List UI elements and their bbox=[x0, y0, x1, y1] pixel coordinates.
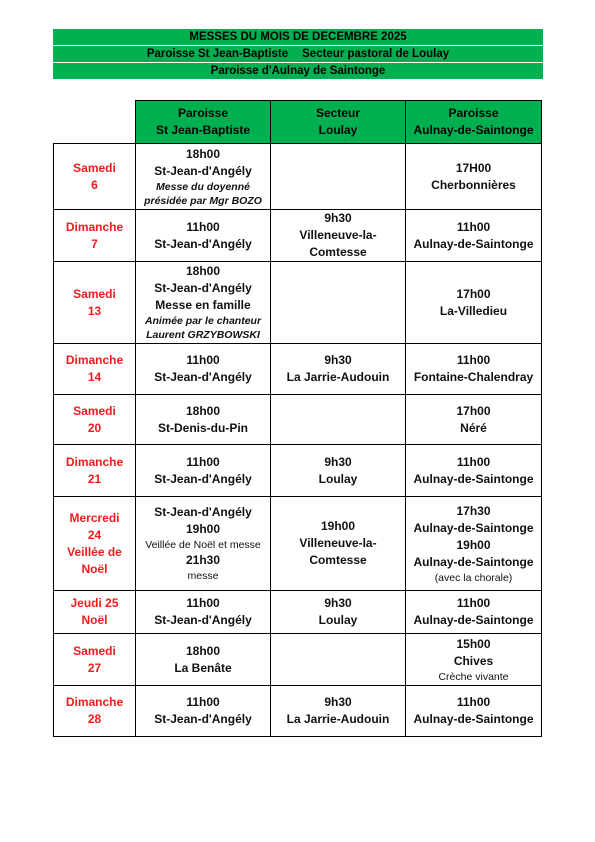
schedule-row bbox=[54, 344, 542, 395]
day-label: Samedi bbox=[73, 403, 116, 418]
mass-detail: (avec la chorale) bbox=[434, 571, 513, 584]
day-label: Veillée de bbox=[67, 544, 122, 559]
mass-detail: Crèche vivante bbox=[438, 670, 509, 683]
mass-cell-col2 bbox=[271, 497, 406, 591]
day-label: Dimanche bbox=[65, 353, 124, 367]
mass-detail: St-Jean-d'Angély bbox=[154, 281, 252, 295]
day-label: Noël bbox=[81, 561, 108, 576]
mass-detail: Laurent GRZYBOWSKI bbox=[146, 329, 260, 341]
mass-detail: 9h30 bbox=[324, 211, 352, 225]
mass-detail: 9h30 bbox=[324, 353, 352, 367]
day-cell bbox=[54, 210, 136, 262]
mass-detail: 15h00 bbox=[456, 636, 491, 651]
schedule-row bbox=[54, 144, 542, 210]
mass-detail: 21h30 bbox=[185, 553, 221, 567]
mass-detail: 17h30 bbox=[456, 503, 491, 518]
mass-detail: Aulnay-de-Saintonge bbox=[413, 613, 534, 627]
mass-detail: 18h00 bbox=[185, 264, 221, 278]
mass-detail: Animée par le chanteur bbox=[144, 315, 262, 327]
mass-detail: Aulnay-de-Saintonge bbox=[413, 554, 534, 569]
day-label: Mercredi bbox=[69, 510, 120, 525]
mass-detail: 19h00 bbox=[185, 522, 221, 536]
mass-cell-col3 bbox=[406, 634, 542, 686]
day-cell bbox=[54, 686, 136, 737]
mass-cell-col1 bbox=[136, 686, 271, 737]
mass-cell-col2 bbox=[271, 144, 406, 210]
day-label: Noël bbox=[81, 613, 108, 627]
mass-detail: 19h00 bbox=[320, 519, 356, 533]
schedule-row bbox=[54, 497, 542, 591]
sector-name: Secteur pastoral de Loulay bbox=[302, 48, 450, 60]
day-cell bbox=[54, 395, 136, 445]
day-label: 13 bbox=[87, 303, 102, 318]
mass-detail: Aulnay-de-Saintonge bbox=[413, 236, 534, 251]
mass-cell-col2 bbox=[271, 634, 406, 686]
mass-cell-col3 bbox=[406, 344, 542, 395]
day-label: Dimanche bbox=[65, 219, 124, 234]
mass-detail: Messe en famille bbox=[155, 298, 251, 312]
mass-cell-col2 bbox=[271, 262, 406, 344]
day-cell bbox=[54, 445, 136, 497]
mass-detail: Comtesse bbox=[309, 245, 367, 259]
corner-cell bbox=[54, 101, 136, 144]
mass-detail: 11h00 bbox=[186, 454, 220, 469]
mass-cell-col1 bbox=[136, 445, 271, 497]
day-label: 14 bbox=[87, 370, 102, 384]
schedule-row bbox=[54, 591, 542, 634]
mass-detail: 11h00 bbox=[456, 219, 491, 234]
mass-cell-col1 bbox=[136, 395, 271, 445]
day-cell bbox=[54, 144, 136, 210]
mass-cell-col2 bbox=[271, 344, 406, 395]
column-header: Secteur Loulay bbox=[271, 101, 406, 144]
mass-cell-col2 bbox=[271, 445, 406, 497]
day-label: 27 bbox=[87, 660, 102, 675]
subtitle-banner-2 bbox=[53, 63, 543, 79]
mass-cell-col3 bbox=[406, 497, 542, 591]
mass-cell-col3 bbox=[406, 686, 542, 737]
mass-cell-col3 bbox=[406, 144, 542, 210]
day-cell bbox=[54, 591, 136, 634]
mass-detail: Fontaine-Chalendray bbox=[413, 370, 534, 384]
mass-detail: Aulnay-de-Saintonge bbox=[413, 520, 534, 535]
schedule-row bbox=[54, 395, 542, 445]
day-label: 28 bbox=[87, 712, 102, 726]
mass-cell-col1 bbox=[136, 634, 271, 686]
mass-detail: La-Villedieu bbox=[439, 303, 508, 318]
parish-name: Paroisse St Jean-Baptiste bbox=[146, 48, 289, 60]
mass-detail: Loulay bbox=[318, 471, 358, 486]
mass-cell-col3 bbox=[406, 262, 542, 344]
parish-name-2: Paroisse d'Aulnay de Saintonge bbox=[210, 65, 386, 77]
mass-detail: St-Jean-d'Angély bbox=[154, 505, 252, 519]
schedule-row bbox=[54, 262, 542, 344]
mass-detail: Comtesse bbox=[309, 553, 367, 567]
mass-detail: messe bbox=[187, 570, 219, 582]
mass-detail: St-Jean-d'Angély bbox=[154, 370, 252, 384]
day-label: Dimanche bbox=[65, 695, 124, 709]
mass-detail: 11h00 bbox=[186, 219, 220, 234]
schedule-row bbox=[54, 210, 542, 262]
day-label: 7 bbox=[91, 236, 98, 251]
title-banner bbox=[53, 29, 543, 45]
subtitle-banner bbox=[53, 46, 543, 62]
mass-detail: 19h00 bbox=[456, 537, 491, 552]
day-label: Samedi bbox=[73, 286, 116, 301]
mass-cell-col2 bbox=[271, 686, 406, 737]
mass-cell-col3 bbox=[406, 445, 542, 497]
mass-detail: Messe du doyenné bbox=[156, 180, 250, 193]
mass-cell-col3 bbox=[406, 210, 542, 262]
column-header: Paroisse St Jean-Baptiste bbox=[136, 101, 271, 144]
mass-detail: présidée par Mgr BOZO bbox=[144, 194, 262, 207]
mass-cell-col1 bbox=[136, 344, 271, 395]
day-label: 6 bbox=[91, 177, 98, 192]
day-cell bbox=[54, 634, 136, 686]
mass-detail: St-Jean-d'Angély bbox=[154, 163, 252, 178]
mass-cell-col3 bbox=[406, 395, 542, 445]
mass-detail: 17h00 bbox=[456, 403, 491, 418]
mass-cell-col1 bbox=[136, 262, 271, 344]
mass-detail: Loulay bbox=[318, 613, 358, 627]
day-label: Dimanche bbox=[65, 454, 124, 469]
mass-detail: 9h30 bbox=[324, 454, 352, 469]
day-label: 20 bbox=[87, 420, 102, 435]
mass-detail: 11h00 bbox=[456, 695, 491, 709]
mass-cell-col1 bbox=[136, 144, 271, 210]
page-title: MESSES DU MOIS DE DECEMBRE 2025 bbox=[189, 31, 407, 43]
mass-detail: 11h00 bbox=[186, 596, 220, 610]
day-cell bbox=[54, 262, 136, 344]
mass-detail: La Benâte bbox=[174, 660, 232, 675]
mass-detail: Aulnay-de-Saintonge bbox=[413, 471, 534, 486]
mass-detail: 9h30 bbox=[324, 695, 352, 709]
day-label: Samedi bbox=[73, 643, 116, 658]
mass-detail: 17h00 bbox=[456, 286, 491, 301]
mass-cell-col1 bbox=[136, 591, 271, 634]
day-label: Samedi bbox=[73, 160, 116, 175]
mass-detail: 11h00 bbox=[456, 353, 491, 367]
header-row bbox=[54, 101, 542, 144]
mass-detail: 18h00 bbox=[185, 643, 221, 658]
schedule-row bbox=[54, 634, 542, 686]
mass-detail: 11h00 bbox=[456, 454, 491, 469]
mass-detail: St-Denis-du-Pin bbox=[158, 420, 248, 435]
mass-detail: Aulnay-de-Saintonge bbox=[413, 712, 534, 726]
mass-detail: St-Jean-d'Angély bbox=[154, 471, 252, 486]
mass-cell-col1 bbox=[136, 497, 271, 591]
mass-detail: Villeneuve-la- bbox=[299, 536, 377, 550]
mass-cell-col2 bbox=[271, 395, 406, 445]
mass-detail: 17H00 bbox=[455, 160, 492, 175]
mass-detail: 11h00 bbox=[456, 596, 491, 610]
day-label: 24 bbox=[87, 527, 102, 542]
mass-detail: 18h00 bbox=[185, 146, 221, 161]
mass-cell-col1 bbox=[136, 210, 271, 262]
day-cell bbox=[54, 344, 136, 395]
mass-detail: St-Jean-d'Angély bbox=[154, 613, 252, 627]
mass-detail: St-Jean-d'Angély bbox=[154, 712, 252, 726]
column-header: Paroisse Aulnay-de-Saintonge bbox=[406, 101, 542, 144]
mass-detail: 11h00 bbox=[186, 695, 220, 709]
day-label: Jeudi 25 bbox=[70, 596, 119, 610]
mass-cell-col2 bbox=[271, 210, 406, 262]
schedule-row bbox=[54, 445, 542, 497]
mass-cell-col3 bbox=[406, 591, 542, 634]
mass-detail: 11h00 bbox=[186, 353, 220, 367]
mass-detail: Néré bbox=[460, 420, 487, 435]
mass-detail: La Jarrie-Audouin bbox=[286, 370, 390, 384]
mass-detail: 9h30 bbox=[324, 596, 352, 610]
mass-schedule-table bbox=[53, 100, 542, 737]
mass-detail: Veillée de Noël et messe bbox=[145, 539, 261, 551]
mass-detail: La Jarrie-Audouin bbox=[286, 712, 390, 726]
mass-detail: Villeneuve-la- bbox=[299, 228, 377, 242]
day-label: 21 bbox=[87, 471, 102, 486]
mass-detail: St-Jean-d'Angély bbox=[154, 236, 252, 251]
mass-cell-col2 bbox=[271, 591, 406, 634]
mass-detail: Chives bbox=[453, 653, 494, 668]
day-cell bbox=[54, 497, 136, 591]
schedule-row bbox=[54, 686, 542, 737]
mass-detail: 18h00 bbox=[185, 403, 221, 418]
mass-detail: Cherbonnières bbox=[431, 177, 516, 192]
